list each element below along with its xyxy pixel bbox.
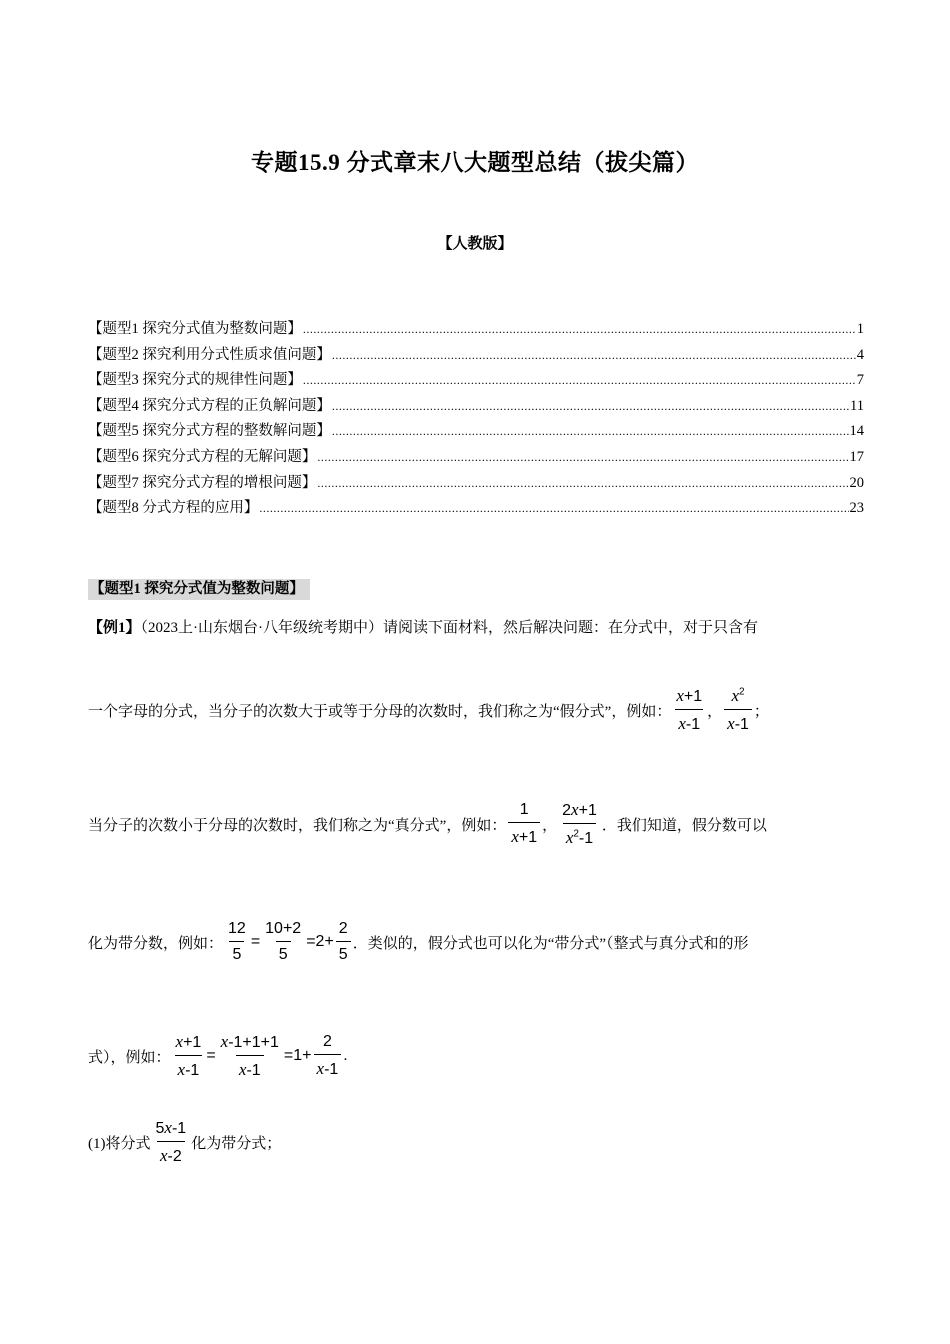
fraction: $\frac{1}{x+1}$ bbox=[508, 801, 540, 847]
toc-leader bbox=[332, 399, 849, 414]
toc-entry[interactable] bbox=[88, 317, 864, 343]
example-line-5: 式），例如： $\frac{x+1}{x-1}$ = $\frac{x-1+1+1}{x-1}$ =1+ $\frac{2}{x-1}$ . bbox=[88, 1032, 348, 1079]
toc-page: 23 bbox=[849, 500, 864, 517]
toc-entry[interactable] bbox=[88, 368, 864, 394]
toc-label: 【题型2 探究利用分式性质求值问题】 bbox=[88, 346, 331, 363]
toc-label: 【题型3 探究分式的规律性问题】 bbox=[88, 372, 302, 389]
toc-leader bbox=[332, 424, 849, 439]
toc-entry[interactable] bbox=[88, 394, 864, 420]
toc-label: 【题型8 分式方程的应用】 bbox=[88, 500, 259, 517]
toc-label: 【题型4 探究分式方程的正负解问题】 bbox=[88, 397, 331, 414]
toc-leader bbox=[303, 373, 856, 388]
toc-entry[interactable] bbox=[88, 419, 864, 445]
fraction: $\frac{x^2}{x-1}$ bbox=[724, 686, 752, 734]
section-heading: 【题型1 探究分式值为整数问题】 bbox=[88, 579, 310, 600]
toc-entry[interactable] bbox=[88, 471, 864, 497]
fraction: $\frac{x-1+1+1}{x-1}$ bbox=[220, 1032, 279, 1079]
fraction: $\frac{12}{5}$ bbox=[228, 920, 246, 963]
example-line-2: 一个字母的分式，当分子的次数大于或等于分母的次数时，我们称之为“假分式”，例如： $\frac{x+1}{x-1}$ ， $\frac{x^2}{x-1}$ ； bbox=[88, 686, 769, 733]
fraction: $\frac{x+1}{x-1}$ bbox=[676, 686, 703, 733]
fraction: $\frac{2x+1}{x^2-1}$ bbox=[562, 800, 597, 847]
edition-label: 【人教版】 bbox=[437, 236, 513, 252]
toc-page: 17 bbox=[849, 448, 864, 465]
toc-page: 7 bbox=[856, 372, 864, 389]
toc-leader bbox=[259, 501, 848, 516]
toc-leader bbox=[317, 476, 848, 491]
toc-page: 11 bbox=[850, 397, 864, 414]
toc-leader bbox=[332, 348, 856, 363]
question-1: (1)将分式 $\frac{5x-1}{x-2}$ 化为带分式； bbox=[88, 1118, 282, 1165]
fraction: $\frac{5x-1}{x-2}$ bbox=[155, 1118, 187, 1165]
fraction: $\frac{2}{x-1}$ bbox=[314, 1033, 342, 1079]
example-line-4: 化为带分数，例如： $\frac{12}{5}$ = $\frac{10+2}{5}$ =2+ $\frac{2}{5}$ ．类似的，假分式也可以化为“带分式”（整式与真分式和的形 bbox=[88, 920, 749, 963]
toc-label: 【题型6 探究分式方程的无解问题】 bbox=[88, 448, 317, 465]
toc-label: 【题型7 探究分式方程的增根问题】 bbox=[88, 474, 317, 491]
fraction: $\frac{x+1}{x-1}$ bbox=[175, 1032, 202, 1079]
toc-leader bbox=[317, 450, 848, 465]
toc-page: 14 bbox=[849, 423, 864, 440]
fraction: $\frac{2}{5}$ bbox=[336, 920, 351, 964]
example-line-1: 【例1】（2023上·山东烟台·八年级统考期中）请阅读下面材料，然后解决问题：在分式中，对于只含有 bbox=[88, 620, 759, 636]
toc-entry[interactable] bbox=[88, 496, 864, 522]
example-source: （2023上·山东烟台·八年级统考期中） bbox=[140, 620, 384, 636]
fraction: $\frac{10+2}{5}$ bbox=[265, 920, 302, 963]
toc-entry[interactable] bbox=[88, 445, 864, 471]
toc-label: 【题型1 探究分式值为整数问题】 bbox=[88, 321, 302, 337]
toc-page: 20 bbox=[849, 474, 864, 491]
toc-leader bbox=[303, 322, 856, 337]
toc-entry[interactable] bbox=[88, 343, 864, 369]
example-label: 【例1】 bbox=[88, 620, 141, 636]
toc-label: 【题型5 探究分式方程的整数解问题】 bbox=[88, 423, 331, 440]
table-of-contents bbox=[88, 317, 864, 522]
example-line-3: 当分子的次数小于分母的次数时，我们称之为“真分式”，例如： $\frac{1}{x+1}$ ， $\frac{2x+1}{x^2-1}$ ．我们知道，假分数可以 bbox=[88, 800, 767, 847]
toc-page: 4 bbox=[856, 346, 864, 363]
page-title: 专题15.9 分式章末八大题型总结（拔尖篇） bbox=[251, 150, 699, 175]
toc-page: 1 bbox=[856, 321, 864, 337]
